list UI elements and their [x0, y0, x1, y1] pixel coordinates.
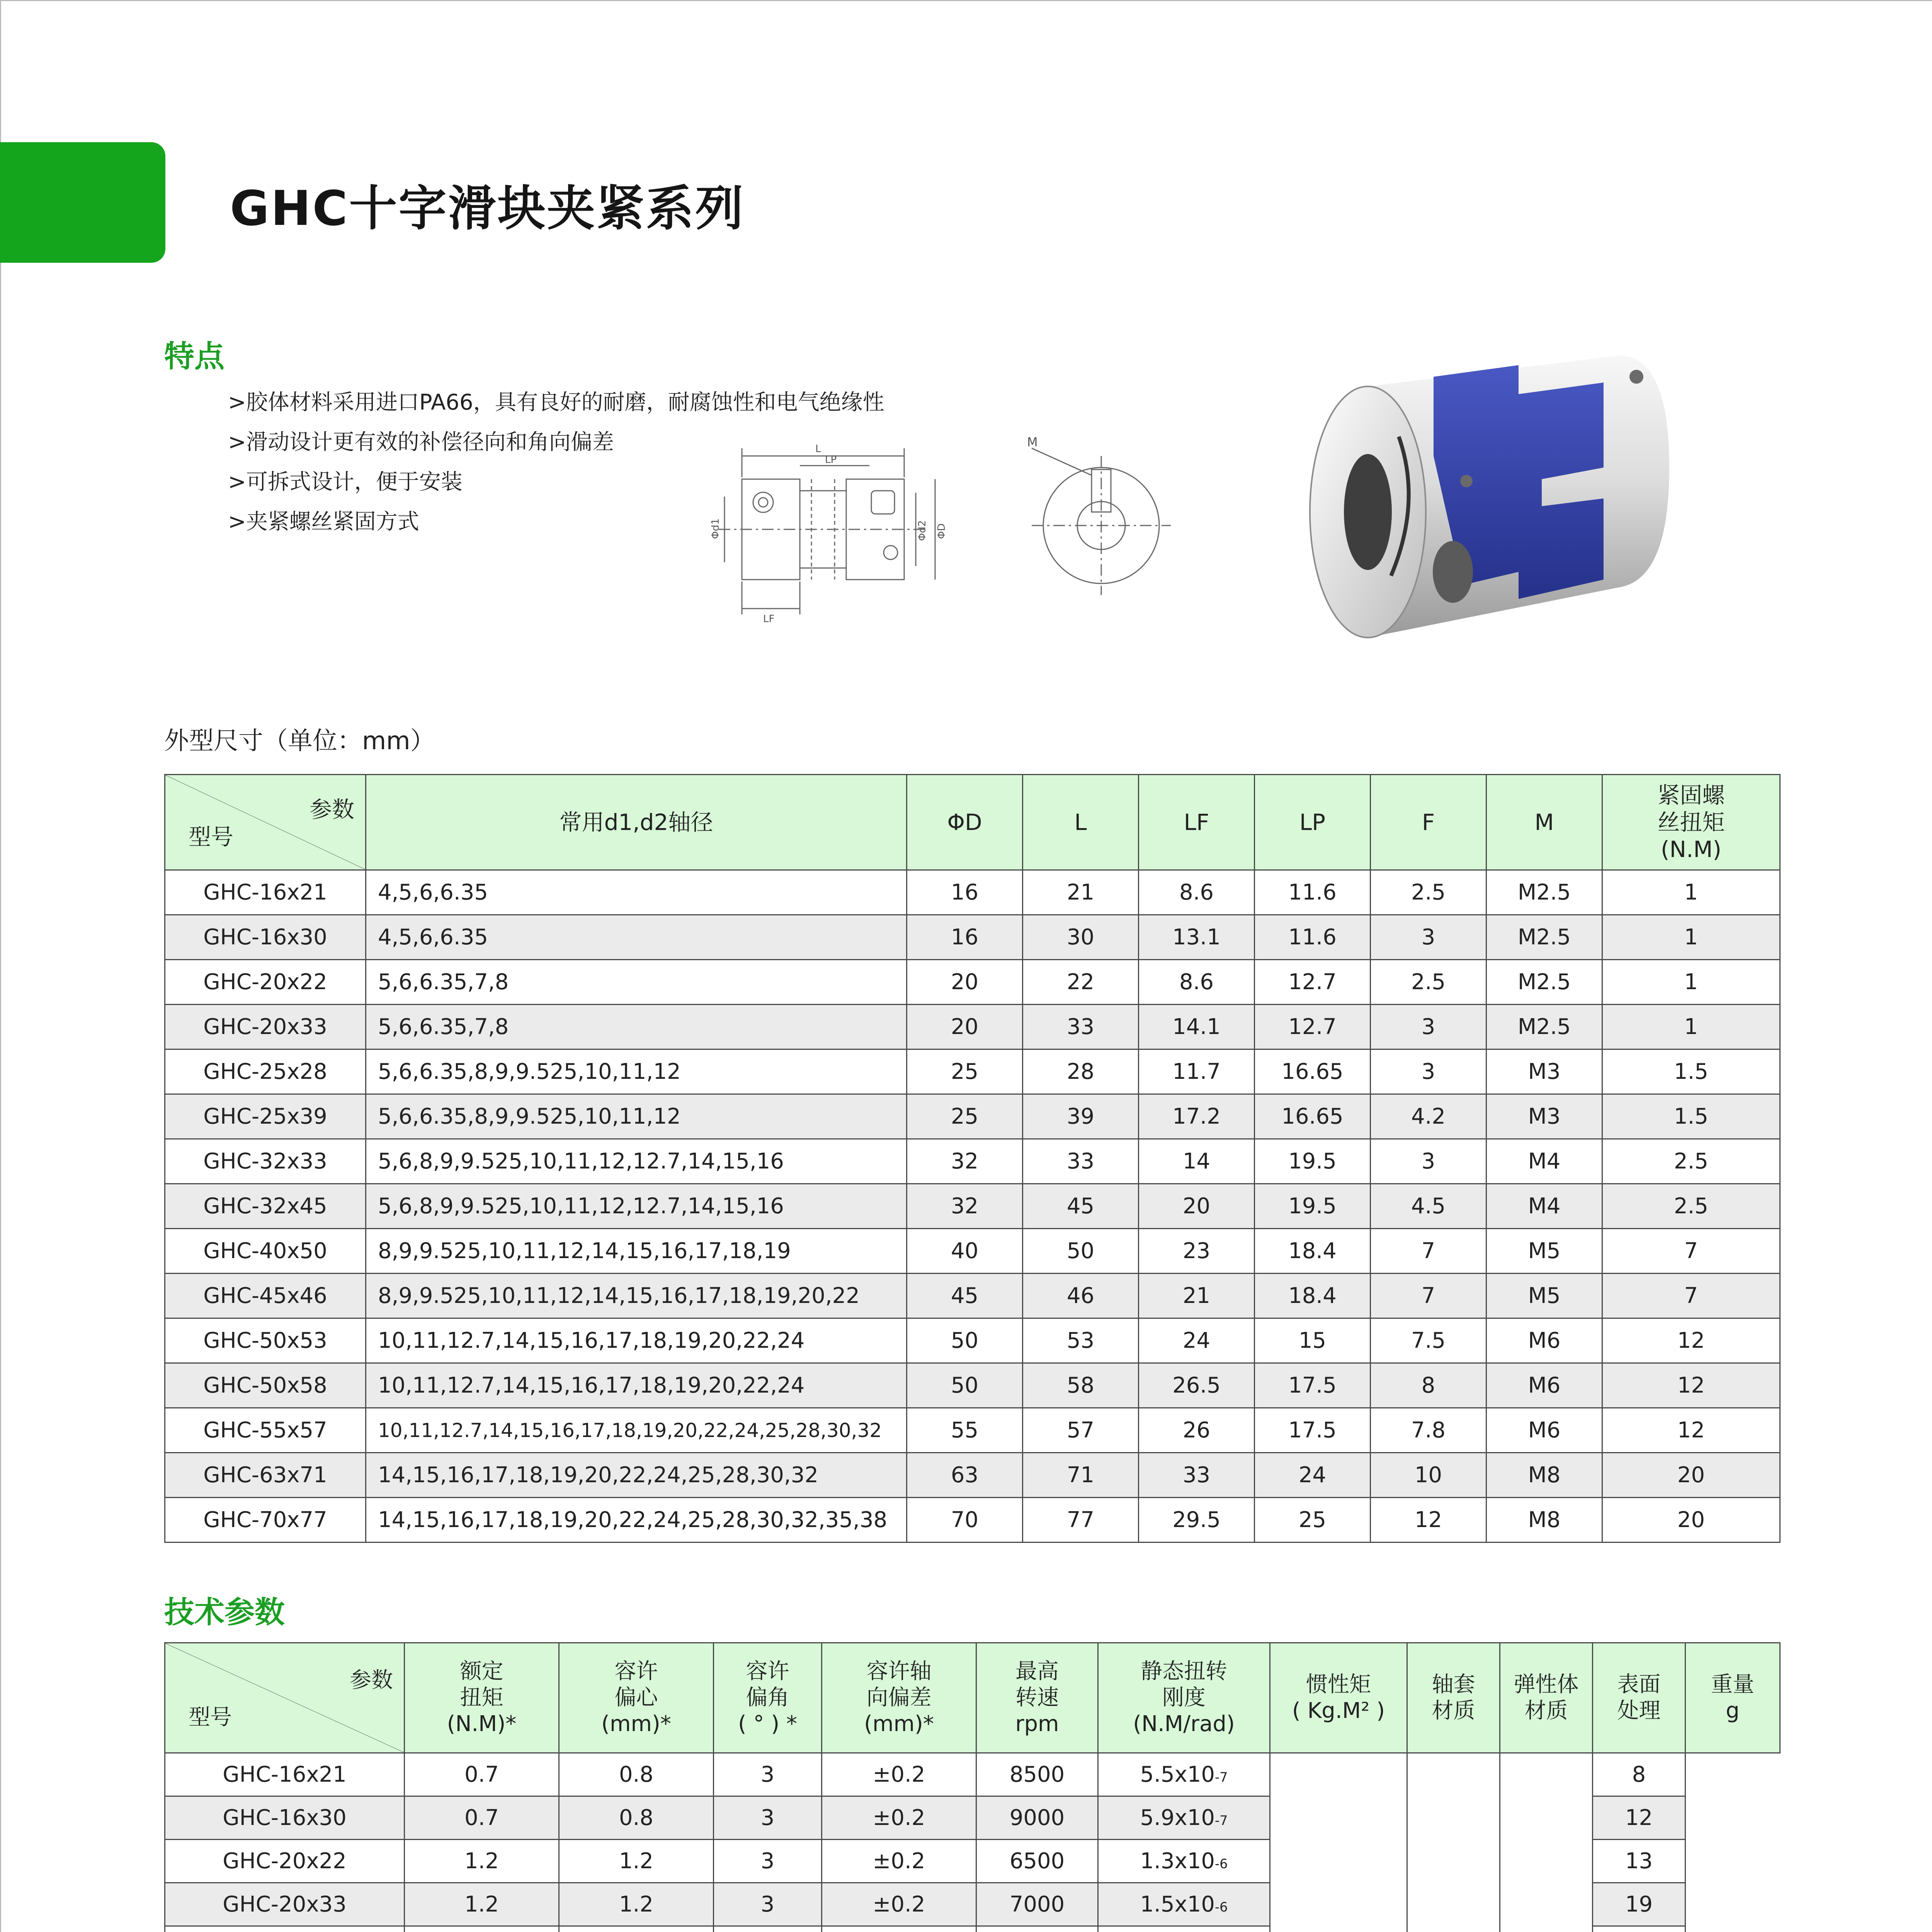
- table-cell: 45: [907, 1274, 1023, 1318]
- table-cell: M8: [1486, 1498, 1602, 1543]
- feature-item: >胶体材料采用进口PA66，具有良好的耐磨，耐腐蚀性和电气绝缘性: [228, 390, 884, 415]
- dim-label-m: M: [1027, 435, 1038, 449]
- table-row: [165, 1005, 1780, 1049]
- model-cell: GHC-16x21: [165, 1753, 405, 1796]
- feature-item: >可拆式设计，便于安装: [228, 469, 463, 495]
- table-cell: M6: [1486, 1318, 1602, 1363]
- table-cell: 3: [714, 1796, 822, 1840]
- table-cell: 2.5: [1602, 1139, 1780, 1184]
- table-row: [165, 1184, 1780, 1229]
- table-cell: 33: [1023, 1005, 1139, 1049]
- model-cell: GHC-16x21: [165, 870, 366, 915]
- model-cell: GHC-45x46: [165, 1274, 366, 1318]
- table-row: [165, 1363, 1780, 1408]
- table-cell: M3: [1486, 1049, 1602, 1094]
- table-cell: 20: [1602, 1453, 1780, 1498]
- table-cell: 11.6: [1255, 870, 1371, 915]
- table-cell: 3: [1371, 1139, 1486, 1184]
- table-cell: M5: [1486, 1229, 1602, 1274]
- merged-surface-treatment: [1500, 1753, 1593, 1932]
- table-cell: [976, 1926, 1098, 1932]
- tech-corner-header: [165, 1643, 405, 1753]
- table-cell: 1: [1602, 870, 1780, 915]
- table-cell: [822, 1926, 976, 1932]
- table-cell: 4.2: [1371, 1094, 1486, 1139]
- table-cell: 25: [907, 1094, 1023, 1139]
- dim-corner-header: [165, 775, 366, 870]
- table-cell: 1.2: [405, 1840, 559, 1883]
- table-cell: M2.5: [1486, 960, 1602, 1005]
- table-cell: 18.4: [1255, 1229, 1371, 1274]
- table-row: [165, 1318, 1780, 1363]
- table-cell: 70: [907, 1498, 1023, 1543]
- table-cell: 21: [1023, 870, 1139, 915]
- model-cell: GHC-25x28: [165, 1049, 366, 1094]
- table-cell: 7.8: [1371, 1408, 1486, 1453]
- inertia-exponent: -7: [1214, 1770, 1228, 1785]
- table-cell: M8: [1486, 1453, 1602, 1498]
- inertia-cell: [1098, 1883, 1270, 1926]
- table-cell: 19.5: [1255, 1184, 1371, 1229]
- dim-label-lp: LP: [825, 454, 837, 466]
- table-cell: 30: [1023, 915, 1139, 960]
- table-cell: 28: [1023, 1049, 1139, 1094]
- table-cell: 10: [1371, 1453, 1486, 1498]
- table-cell: 26: [1139, 1408, 1255, 1453]
- inertia-exponent: -7: [1214, 1813, 1228, 1828]
- table-cell: 12.7: [1255, 1005, 1371, 1049]
- table-cell: 23: [1139, 1229, 1255, 1274]
- merged-hub-material: [1270, 1753, 1407, 1932]
- table-cell: 20: [1602, 1498, 1780, 1543]
- table-cell: 1: [1602, 915, 1780, 960]
- table-cell: 26.5: [1139, 1363, 1255, 1408]
- table-cell: 7: [1371, 1274, 1486, 1318]
- table-cell: 5,6,6.35,8,9,9.525,10,11,12: [366, 1049, 907, 1094]
- table-cell: 55: [907, 1408, 1023, 1453]
- table-cell: 8.6: [1139, 870, 1255, 915]
- table-cell: 13.1: [1139, 915, 1255, 960]
- table-cell: 8: [1371, 1363, 1486, 1408]
- inertia-value: 1.5x10: [1140, 1892, 1215, 1917]
- inertia-value: 5.5x10: [1140, 1762, 1215, 1787]
- table-row: [165, 915, 1780, 960]
- table-row: [165, 1274, 1780, 1318]
- feature-item: >滑动设计更有效的补偿径向和角向偏差: [228, 430, 614, 455]
- table-cell: 4,5,6,6.35: [366, 870, 907, 915]
- table-cell: 1.5: [1602, 1049, 1780, 1094]
- tech-col-header: 容许 偏角 ( ° ) *: [714, 1643, 822, 1753]
- table-cell: M5: [1486, 1274, 1602, 1318]
- table-cell: 33: [1023, 1139, 1139, 1184]
- table-cell: 11.6: [1255, 915, 1371, 960]
- table-cell: 8,9,9.525,10,11,12,14,15,16,17,18,19,20,22: [366, 1274, 907, 1318]
- header-accent-tab: [0, 142, 165, 263]
- table-cell: 10,11,12.7,14,15,16,17,18,19,20,22,24,25,28,30,32: [366, 1408, 907, 1453]
- table-row: [165, 870, 1780, 915]
- table-cell: 5,6,8,9,9.525,10,11,12,12.7,14,15,16: [366, 1184, 907, 1229]
- inertia-exponent: -6: [1214, 1856, 1228, 1871]
- table-cell: [714, 1926, 822, 1932]
- table-cell: M3: [1486, 1094, 1602, 1139]
- table-cell: ±0.2: [822, 1840, 976, 1883]
- table-cell: ±0.2: [822, 1883, 976, 1926]
- weight-cell: 13: [1593, 1840, 1685, 1883]
- dim-corner-model: 型号: [189, 824, 234, 850]
- table-cell: 3: [714, 1840, 822, 1883]
- dim-col-header: F: [1371, 775, 1486, 870]
- table-cell: [405, 1926, 559, 1932]
- dimensions-label: 外型尺寸（单位：mm）: [164, 727, 435, 755]
- table-cell: 20: [907, 1005, 1023, 1049]
- dim-col-header: LF: [1139, 775, 1255, 870]
- dim-label-lf: LF: [763, 613, 775, 625]
- table-cell: 20: [1139, 1184, 1255, 1229]
- coupling-product-image: [1271, 340, 1712, 649]
- dim-col-header: 常用d1,d2轴径: [366, 775, 907, 870]
- table-cell: 39: [1023, 1094, 1139, 1139]
- model-cell: GHC-63x71: [165, 1453, 366, 1498]
- table-cell: 15: [1255, 1318, 1371, 1363]
- weight-cell: 8: [1593, 1753, 1685, 1796]
- table-cell: 14,15,16,17,18,19,20,22,24,25,28,30,32: [366, 1453, 907, 1498]
- table-cell: 17.2: [1139, 1094, 1255, 1139]
- model-cell: GHC-32x45: [165, 1184, 366, 1229]
- table-cell: 10,11,12.7,14,15,16,17,18,19,20,22,24: [366, 1363, 907, 1408]
- table-cell: 25: [1255, 1498, 1371, 1543]
- table-row: [165, 1139, 1780, 1184]
- table-cell: 53: [1023, 1318, 1139, 1363]
- table-row: [165, 1498, 1780, 1543]
- table-cell: 33: [1139, 1453, 1255, 1498]
- table-cell: 6500: [976, 1840, 1098, 1883]
- table-row: [165, 1408, 1780, 1453]
- table-cell: 12.7: [1255, 960, 1371, 1005]
- inertia-exponent: -6: [1214, 1900, 1228, 1915]
- table-cell: 57: [1023, 1408, 1139, 1453]
- weight-cell: [1593, 1926, 1685, 1932]
- table-cell: 0.7: [405, 1796, 559, 1840]
- table-cell: 12: [1602, 1363, 1780, 1408]
- table-cell: 1.2: [405, 1883, 559, 1926]
- table-cell: ±0.2: [822, 1796, 976, 1840]
- inertia-cell: [1098, 1926, 1270, 1932]
- table-cell: 2.5: [1371, 960, 1486, 1005]
- model-cell: GHC-50x53: [165, 1318, 366, 1363]
- table-cell: 24: [1139, 1318, 1255, 1363]
- table-cell: 4,5,6,6.35: [366, 915, 907, 960]
- table-cell: 14: [1139, 1139, 1255, 1184]
- table-cell: 3: [1371, 915, 1486, 960]
- tech-col-header: 容许轴 向偏差 (mm)*: [822, 1643, 976, 1753]
- table-cell: 16: [907, 915, 1023, 960]
- table-cell: 29.5: [1139, 1498, 1255, 1543]
- dim-col-header: M: [1486, 775, 1602, 870]
- table-cell: 7: [1371, 1229, 1486, 1274]
- table-cell: 12: [1602, 1408, 1780, 1453]
- table-cell: 63: [907, 1453, 1023, 1498]
- table-cell: 1: [1602, 960, 1780, 1005]
- table-cell: 20: [907, 960, 1023, 1005]
- table-cell: 50: [907, 1363, 1023, 1408]
- table-cell: ±0.2: [822, 1753, 976, 1796]
- table-cell: M2.5: [1486, 1005, 1602, 1049]
- model-cell: GHC-50x58: [165, 1363, 366, 1408]
- merged-elastomer-material: [1407, 1753, 1500, 1932]
- table-cell: 9000: [976, 1796, 1098, 1840]
- table-cell: 50: [1023, 1229, 1139, 1274]
- tech-col-header: 最高 转速 rpm: [976, 1643, 1098, 1753]
- table-cell: 0.8: [559, 1753, 714, 1796]
- table-cell: 17.5: [1255, 1408, 1371, 1453]
- table-cell: 50: [907, 1318, 1023, 1363]
- inertia-value: 5.9x10: [1140, 1805, 1215, 1830]
- table-cell: 7000: [976, 1883, 1098, 1926]
- table-cell: 1.2: [559, 1840, 714, 1883]
- table-cell: [559, 1926, 714, 1932]
- table-cell: 2.5: [1602, 1184, 1780, 1229]
- dim-corner-param: 参数: [309, 796, 354, 823]
- dim-label-d1: Φd1: [710, 518, 721, 539]
- weight-cell: 19: [1593, 1883, 1685, 1926]
- dim-label-d: ΦD: [936, 523, 947, 539]
- model-cell: GHC-16x30: [165, 915, 366, 960]
- features-heading: 特点: [164, 339, 225, 374]
- table-cell: 5,6,6.35,7,8: [366, 960, 907, 1005]
- tech-col-header: 容许 偏心 (mm)*: [559, 1643, 714, 1753]
- dimensions-table: [164, 774, 1781, 1543]
- tech-col-header: 表面 处理: [1593, 1643, 1685, 1753]
- table-cell: 19.5: [1255, 1139, 1371, 1184]
- model-cell: GHC-40x50: [165, 1229, 366, 1274]
- table-cell: 22: [1023, 960, 1139, 1005]
- table-row: [165, 1094, 1780, 1139]
- table-cell: 16.65: [1255, 1049, 1371, 1094]
- tech-col-header: 额定 扭矩 (N.M)*: [405, 1643, 559, 1753]
- table-cell: 40: [907, 1229, 1023, 1274]
- tech-col-header: [1270, 1643, 1407, 1753]
- table-cell: 16: [907, 870, 1023, 915]
- dim-col-header: ΦD: [907, 775, 1023, 870]
- end-view-drawing: [1020, 433, 1198, 599]
- table-cell: 14,15,16,17,18,19,20,22,24,25,28,30,32,35,38: [366, 1498, 907, 1543]
- tech-col-header: 重量 g: [1685, 1643, 1780, 1753]
- dim-col-header: LP: [1255, 775, 1371, 870]
- table-cell: M2.5: [1486, 870, 1602, 915]
- table-cell: 11.7: [1139, 1049, 1255, 1094]
- tech-corner-param: 参数: [350, 1668, 393, 1693]
- table-cell: 32: [907, 1184, 1023, 1229]
- table-cell: 12: [1602, 1318, 1780, 1363]
- table-cell: 71: [1023, 1453, 1139, 1498]
- model-cell: GHC-20x33: [165, 1005, 366, 1049]
- inertia-cell: [1098, 1796, 1270, 1840]
- table-cell: 58: [1023, 1363, 1139, 1408]
- table-cell: 0.8: [559, 1796, 714, 1840]
- table-cell: 32: [907, 1139, 1023, 1184]
- tech-col-header: 弹性体 材质: [1500, 1643, 1593, 1753]
- dim-col-header: L: [1023, 775, 1139, 870]
- table-cell: M6: [1486, 1408, 1602, 1453]
- table-cell: 77: [1023, 1498, 1139, 1543]
- model-cell: [165, 1926, 405, 1932]
- table-cell: 1: [1602, 1005, 1780, 1049]
- table-cell: 3: [1371, 1049, 1486, 1094]
- table-cell: 0.7: [405, 1753, 559, 1796]
- table-cell: M6: [1486, 1363, 1602, 1408]
- table-cell: 3: [714, 1753, 822, 1796]
- table-cell: 2.5: [1371, 870, 1486, 915]
- table-cell: 10,11,12.7,14,15,16,17,18,19,20,22,24: [366, 1318, 907, 1363]
- table-cell: 1.2: [559, 1883, 714, 1926]
- table-cell: 46: [1023, 1274, 1139, 1318]
- dim-label-d2: Φd2: [917, 520, 928, 541]
- tech-heading: 技术参数: [164, 1595, 285, 1630]
- table-cell: 5,6,8,9,9.525,10,11,12,12.7,14,15,16: [366, 1139, 907, 1184]
- tech-corner-model: 型号: [189, 1704, 232, 1730]
- table-cell: 7: [1602, 1229, 1780, 1274]
- table-row: [165, 1229, 1780, 1274]
- table-cell: 5,6,6.35,7,8: [366, 1005, 907, 1049]
- inertia-cell: [1098, 1753, 1270, 1796]
- table-row: [165, 960, 1780, 1005]
- table-cell: 25: [907, 1049, 1023, 1094]
- table-cell: 3: [714, 1883, 822, 1926]
- tech-col-header: 静态扭转 刚度 (N.M/rad): [1098, 1643, 1270, 1753]
- model-cell: GHC-20x22: [165, 1840, 405, 1883]
- table-cell: 5,6,6.35,8,9,9.525,10,11,12: [366, 1094, 907, 1139]
- side-view-drawing: [696, 429, 966, 626]
- model-cell: GHC-55x57: [165, 1408, 366, 1453]
- table-row: [165, 1753, 1780, 1796]
- table-cell: 7: [1602, 1274, 1780, 1318]
- table-cell: 3: [1371, 1005, 1486, 1049]
- table-cell: 16.65: [1255, 1094, 1371, 1139]
- table-cell: 8,9,9.525,10,11,12,14,15,16,17,18,19: [366, 1229, 907, 1274]
- model-cell: GHC-20x33: [165, 1883, 405, 1926]
- feature-item: >夹紧螺丝紧固方式: [228, 509, 419, 534]
- table-cell: 4.5: [1371, 1184, 1486, 1229]
- tech-params-table: [164, 1642, 1781, 1932]
- table-cell: 17.5: [1255, 1363, 1371, 1408]
- table-row: [165, 1049, 1780, 1094]
- model-cell: GHC-25x39: [165, 1094, 366, 1139]
- dim-col-header: 紧固螺 丝扭矩 (N.M): [1602, 775, 1780, 870]
- inertia-header: 惯性矩 ( Kg.M² ): [1292, 1672, 1385, 1723]
- table-cell: 24: [1255, 1453, 1371, 1498]
- model-cell: GHC-70x77: [165, 1498, 366, 1543]
- table-cell: 21: [1139, 1274, 1255, 1318]
- table-row: [165, 1453, 1780, 1498]
- inertia-value: 1.3x10: [1140, 1849, 1215, 1874]
- table-cell: 8.6: [1139, 960, 1255, 1005]
- table-cell: 45: [1023, 1184, 1139, 1229]
- table-cell: 8500: [976, 1753, 1098, 1796]
- table-cell: 14.1: [1139, 1005, 1255, 1049]
- tech-col-header: 轴套 材质: [1407, 1643, 1500, 1753]
- table-cell: 18.4: [1255, 1274, 1371, 1318]
- model-cell: GHC-32x33: [165, 1139, 366, 1184]
- page-title: GHC十字滑块夹紧系列: [230, 181, 745, 236]
- table-cell: M4: [1486, 1184, 1602, 1229]
- inertia-cell: [1098, 1840, 1270, 1883]
- table-cell: M4: [1486, 1139, 1602, 1184]
- table-cell: 12: [1371, 1498, 1486, 1543]
- table-cell: 7.5: [1371, 1318, 1486, 1363]
- dim-label-l: L: [815, 443, 821, 455]
- weight-cell: 12: [1593, 1796, 1685, 1840]
- table-cell: 1.5: [1602, 1094, 1780, 1139]
- table-cell: M2.5: [1486, 915, 1602, 960]
- model-cell: GHC-20x22: [165, 960, 366, 1005]
- model-cell: GHC-16x30: [165, 1796, 405, 1840]
